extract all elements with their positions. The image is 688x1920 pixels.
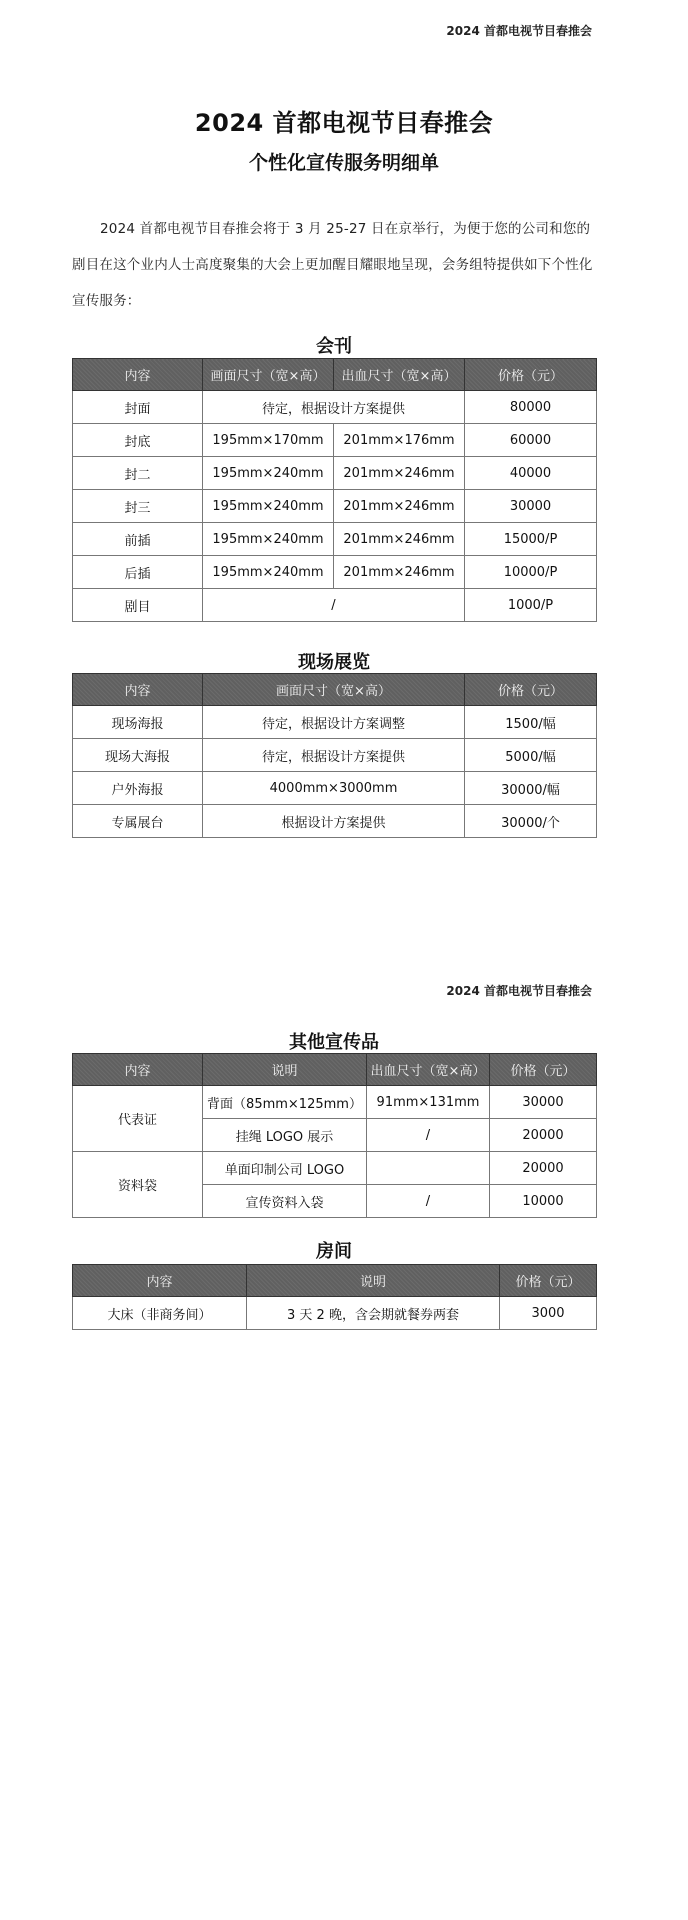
price-cell: 15000/P (465, 523, 597, 556)
header-cell: 内容 (73, 359, 203, 391)
bleed-cell: 201mm×246mm (334, 523, 465, 556)
item-cell: 后插 (73, 556, 203, 589)
item-cell: 现场海报 (73, 706, 203, 739)
item-cell: 前插 (73, 523, 203, 556)
header-cell: 内容 (73, 1054, 203, 1086)
desc-cell: 单面印制公司 LOGO (203, 1152, 367, 1185)
header-cell: 内容 (73, 674, 203, 706)
huikan-table (72, 358, 597, 622)
size-cell: 待定，根据设计方案提供 (203, 391, 465, 424)
table-row (73, 706, 597, 739)
bleed-cell: / (367, 1119, 490, 1152)
table-row (73, 457, 597, 490)
page-header-2: 2024 首都电视节目春推会 (446, 984, 592, 998)
price-cell: 10000/P (465, 556, 597, 589)
others-table (72, 1053, 597, 1218)
price-cell: 3000 (500, 1297, 597, 1330)
table-row (73, 1086, 597, 1119)
item-cell: 现场大海报 (73, 739, 203, 772)
table-row (73, 391, 597, 424)
header-cell: 内容 (73, 1265, 247, 1297)
header-cell: 价格（元） (465, 674, 597, 706)
size-cell: / (203, 589, 465, 622)
bleed-cell: 201mm×246mm (334, 490, 465, 523)
table-row (73, 523, 597, 556)
price-cell: 30000/个 (465, 805, 597, 838)
price-cell: 30000 (490, 1086, 597, 1119)
page-title: 2024 首都电视节目春推会 (194, 109, 494, 137)
item-cell: 封二 (73, 457, 203, 490)
section-title-room: 房间 (316, 1241, 352, 1262)
price-cell: 80000 (465, 391, 597, 424)
size-cell: 待定，根据设计方案提供 (203, 739, 465, 772)
size-cell: 4000mm×3000mm (203, 772, 465, 805)
item-cell: 封三 (73, 490, 203, 523)
desc-cell: 3 天 2 晚，含会期就餐券两套 (247, 1297, 500, 1330)
item-cell: 代表证 (73, 1086, 203, 1152)
intro-paragraph: 2024 首都电视节目春推会将于 3 月 25-27 日在京举行，为便于您的公司和您的剧目在这个业内人士高度聚集的大会上更加醒目耀眼地呈现，会务组特提供如下个性化宣传服务： (72, 221, 593, 309)
section-title-exhibit: 现场展览 (298, 652, 370, 673)
desc-cell: 背面（85mm×125mm） (203, 1086, 367, 1119)
size-cell: 195mm×170mm (203, 424, 334, 457)
item-cell: 户外海报 (73, 772, 203, 805)
size-cell: 195mm×240mm (203, 490, 334, 523)
item-cell: 专属展台 (73, 805, 203, 838)
size-cell: 根据设计方案提供 (203, 805, 465, 838)
section-title-huikan: 会刊 (316, 336, 352, 357)
table-row (73, 739, 597, 772)
bleed-cell (367, 1152, 490, 1185)
table-row (73, 805, 597, 838)
header-cell: 说明 (247, 1265, 500, 1297)
page-header: 2024 首都电视节目春推会 (446, 24, 592, 38)
header-cell: 画面尺寸（宽×高） (203, 674, 465, 706)
size-cell: 195mm×240mm (203, 523, 334, 556)
bleed-cell: 91mm×131mm (367, 1086, 490, 1119)
header-cell: 画面尺寸（宽×高） (203, 359, 334, 391)
size-cell: 195mm×240mm (203, 556, 334, 589)
table-row (73, 1152, 597, 1185)
price-cell: 40000 (465, 457, 597, 490)
bleed-cell: 201mm×246mm (334, 556, 465, 589)
desc-cell: 挂绳 LOGO 展示 (203, 1119, 367, 1152)
page-subtitle: 个性化宣传服务明细单 (248, 152, 439, 174)
item-cell: 封面 (73, 391, 203, 424)
item-cell: 资料袋 (73, 1152, 203, 1218)
price-cell: 1500/幅 (465, 706, 597, 739)
price-cell: 1000/P (465, 589, 597, 622)
table-row (73, 490, 597, 523)
exhibit-table (72, 673, 597, 838)
desc-cell: 宣传资料入袋 (203, 1185, 367, 1218)
table-row (73, 424, 597, 457)
table-row (73, 772, 597, 805)
price-cell: 30000/幅 (465, 772, 597, 805)
table-row (73, 589, 597, 622)
price-cell: 5000/幅 (465, 739, 597, 772)
item-cell: 大床（非商务间） (73, 1297, 247, 1330)
table-row (73, 1297, 597, 1330)
room-table (72, 1264, 597, 1330)
header-cell: 价格（元） (490, 1054, 597, 1086)
header-cell: 出血尺寸（宽×高） (334, 359, 465, 391)
section-title-others: 其他宣传品 (289, 1032, 379, 1053)
table-row (73, 556, 597, 589)
bleed-cell: / (367, 1185, 490, 1218)
price-cell: 20000 (490, 1152, 597, 1185)
price-cell: 10000 (490, 1185, 597, 1218)
price-cell: 30000 (465, 490, 597, 523)
size-cell: 195mm×240mm (203, 457, 334, 490)
item-cell: 封底 (73, 424, 203, 457)
price-cell: 60000 (465, 424, 597, 457)
header-cell: 说明 (203, 1054, 367, 1086)
price-cell: 20000 (490, 1119, 597, 1152)
bleed-cell: 201mm×246mm (334, 457, 465, 490)
header-cell: 价格（元） (465, 359, 597, 391)
size-cell: 待定，根据设计方案调整 (203, 706, 465, 739)
header-cell: 出血尺寸（宽×高） (367, 1054, 490, 1086)
bleed-cell: 201mm×176mm (334, 424, 465, 457)
item-cell: 剧目 (73, 589, 203, 622)
header-cell: 价格（元） (500, 1265, 597, 1297)
